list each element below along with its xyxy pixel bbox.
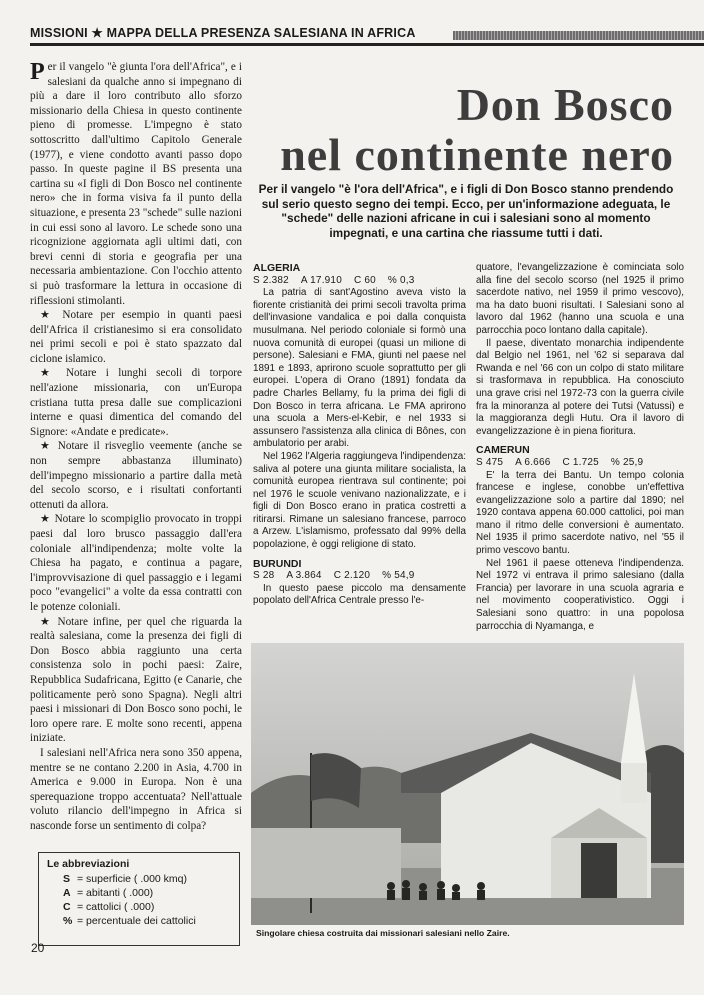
abbreviation-row: S = superficie ( .000 kmq) [63, 873, 188, 885]
photo-caption: Singolare chiesa costruita dai missionari salesiani nello Zaire. [256, 928, 510, 938]
camerun-paragraph-2: Nel 1961 il paese otteneva l'indipendenza. Nel 1972 vi entrava il primo salesiano (dalla Francia) per lavorare in una scuola agraria e nel movimento cooperativistico. Oggi i Salesiani sono quattro: in una popolosa parrocchia di Nyamanga, e [476, 557, 684, 632]
abbreviations-title: Le abbreviazioni [47, 858, 130, 870]
abbreviations-box [38, 852, 240, 946]
intro-paragraph-6: ★ Notare infine, per quel che riguarda la realtà salesiana, come la presenza dei figli di Don Bosco abbia raggiunto una certa consistenza solo in pochi paesi: Zaire, Repubblica Sudafricana, Egitto (e Canarie, che politicamente però sono Spagna). Negli altri paesi i missionari di Don Bosco sono pochi, le loro opere rare. E molte sono recenti, appena iniziate. [30, 615, 242, 745]
country-column-2 [476, 262, 684, 633]
page-number: 20 [31, 941, 45, 955]
abbreviation-row: C = cattolici ( .000) [63, 901, 155, 913]
country-heading-camerun: CAMERUN [476, 444, 530, 457]
burundi-paragraph-3: Il paese, diventato monarchia indipendente dal Belgio nel 1961, nel '62 si separava dal Rwanda e nel '66 con un colpo di stato militare si trasformava in repubblica. Ha conosciuto una grave crisi nel 1972-73 con la guerra civile fra la minoranza al potere dei Tutsi (Vatussi) e la maggioranza degli Hutu. Ora il lavoro di evangelizzazione è in piena fioritura. [476, 337, 684, 437]
country-column-1 [253, 262, 466, 608]
church-photo [251, 643, 684, 925]
country-stats-camerun: S 475 A 6.666 C 1.725 % 25,9 [476, 456, 644, 468]
intro-paragraph-5: ★ Notare lo scompiglio provocato in troppi paesi dal loro brusco passaggio dall'era coloniale all'indipendenza; molte volte la Chiesa ha pagato, e continua a pagare, l'improvvisazione di quel passaggio e i legami poco "evangelici" a volte da essa contratti con le potenze coloniali. [30, 513, 242, 613]
intro-paragraph-7: I salesiani nell'Africa nera sono 350 appena, mentre se ne contano 2.200 in Asia, 4.700 in America e 9.000 in Europa. Non è una sperequazione troppo accentuata? Nell'attuale voluto rilancio dell'impegno in Africa si nasconde forse un sentimento di colpa? [30, 746, 242, 832]
country-heading-algeria: ALGERIA [253, 262, 301, 274]
header-rule [30, 43, 704, 46]
country-heading-burundi: BURUNDI [253, 557, 302, 570]
title-line-2: nel continente nero [280, 129, 674, 180]
country-stats-algeria: S 2.382 A 17.910 C 60 % 0,3 [253, 274, 415, 286]
algeria-paragraph-1: La patria di sant'Agostino aveva visto la fiorente cristianità dei primi secoli travolta prima dell'invasione vandalica e poi dalla conquista musulmana. Nel periodo coloniale si formò una nuova comunità di europei (quasi un milione di persone). Salesiani e FMA, giunti nel paese nel 1891 e 1893, aprirono scuole soprattutto per gli europei. L'opera di Orano (1891) fondata da padre Charles Bellamy, fu la prima dei figli di Don Bosco in terra africana. Le FMA aprirono una scuola a Mers-el-Kebir, e nel 1933 si assunsero l'assistenza alla clinica di Bônes, con ambulatorio per arabi. [253, 287, 466, 450]
intro-paragraph-1: er il vangelo "è giunta l'ora dell'Africa", e i salesiani da qualche anno si impegnano di più a dare il loro contributo allo sforzo missionario della Chiesa in questo continente pieno di promesse. L'impegno è stato sottoscritto dall'ultimo Capitolo Generale (1977), e viene condotto avanti passo dopo passo. In queste pagine il BS presenta una cartina su «I figli di Don Bosco nel continente nero» che in forma visiva fa il punto della situazione, e presenta 23 "schede" sulle nazioni in cui essi sono al lavoro. Le schede sono una ricognizione aggiornata agli ultimi dati, con brevi cenni di storia e geografia per una necessaria ambientazione. Con l'occhio attento si può trasformare la lettura in occasione di riflessioni stimolanti. [30, 61, 242, 307]
abbreviation-row: A = abitanti ( .000) [63, 887, 154, 899]
abbreviation-row: % = percentuale dei cattolici [63, 915, 196, 927]
algeria-paragraph-2: Nel 1962 l'Algeria raggiungeva l'indipendenza: saliva al potere una giunta militare socialista, la comunità europea rientrava sul continente; poi nel 1976 le scuole venivano nazionalizzate, e i figli di Don Bosco erano in pratica costretti a ritirarsi. Rimane un salesiano francese, parroco a Arzew. L'islamismo, professato dal 99% della popolazione, è oggi religione di stato. [253, 450, 466, 551]
section-title: MISSIONI ★ MAPPA DELLA PRESENZA SALESIANA IN AFRICA [30, 26, 416, 40]
intro-paragraph-3: ★ Notare i lunghi secoli di torpore nell'azione missionaria, con un'Europa cristiana tutta presa dalle sue complicazioni interne e quasi dimentica del comando del Signore: «Andate e predicate». [30, 367, 242, 438]
drop-cap: P [30, 59, 45, 85]
intro-paragraph-2: ★ Notare per esempio in quanti paesi dell'Africa il cristianesimo si era consolidato nei primi secoli e poi è stato spazzato dal ciclone islamico. [30, 309, 242, 365]
burundi-paragraph-2: quatore, l'evangelizzazione è cominciata solo alla fine del secolo scorso (nel 1925 il primo sacerdote nativo, nel 1959 il primo vescovo), ma ha dato buoni risultati. I Salesiani sono al lavoro dal 1962 (hanno una scuola e una parrocchia poco lontano dalla capitale). [476, 262, 684, 336]
intro-paragraph-4: ★ Notare il risveglio veemente (anche se non sempre abbastanza illuminato) dell'impegno missionario a partire dalla metà del secolo scorso, e i risultati confortanti ottenuti da allora. [30, 440, 242, 511]
intro-column [30, 60, 242, 833]
country-stats-burundi: S 28 A 3.864 C 2.120 % 54,9 [253, 570, 415, 582]
title-line-1: Don Bosco [456, 79, 674, 130]
header-texture-bar [453, 31, 704, 40]
church-photo-illustration [251, 643, 684, 925]
camerun-paragraph-1: E' la terra dei Bantu. Un tempo colonia francese e inglese, conobbe un'effettiva evangelizzazione solo a partire dal 1890; nel 1920 contava appena 60.000 cattolici, poi man mano il ritmo delle conversioni è aumentato. Nel 1935 il primo sacerdote nativo, nel '55 il primo vescovo bantu. [476, 469, 684, 557]
running-header [30, 25, 690, 45]
lead-paragraph: Per il vangelo "è l'ora dell'Africa", e i figli di Don Bosco stanno prendendo sul serio questo segno dei tempi. Ecco, per un'informazione adeguata, le "schede" delle nazioni africane in cui i salesiani sono al momento impegnati, e una cartina che riassume tutti i dati. [258, 182, 674, 240]
burundi-paragraph-1: In questo paese piccolo ma densamente popolato dell'Africa Centrale presso l'e- [253, 582, 466, 607]
